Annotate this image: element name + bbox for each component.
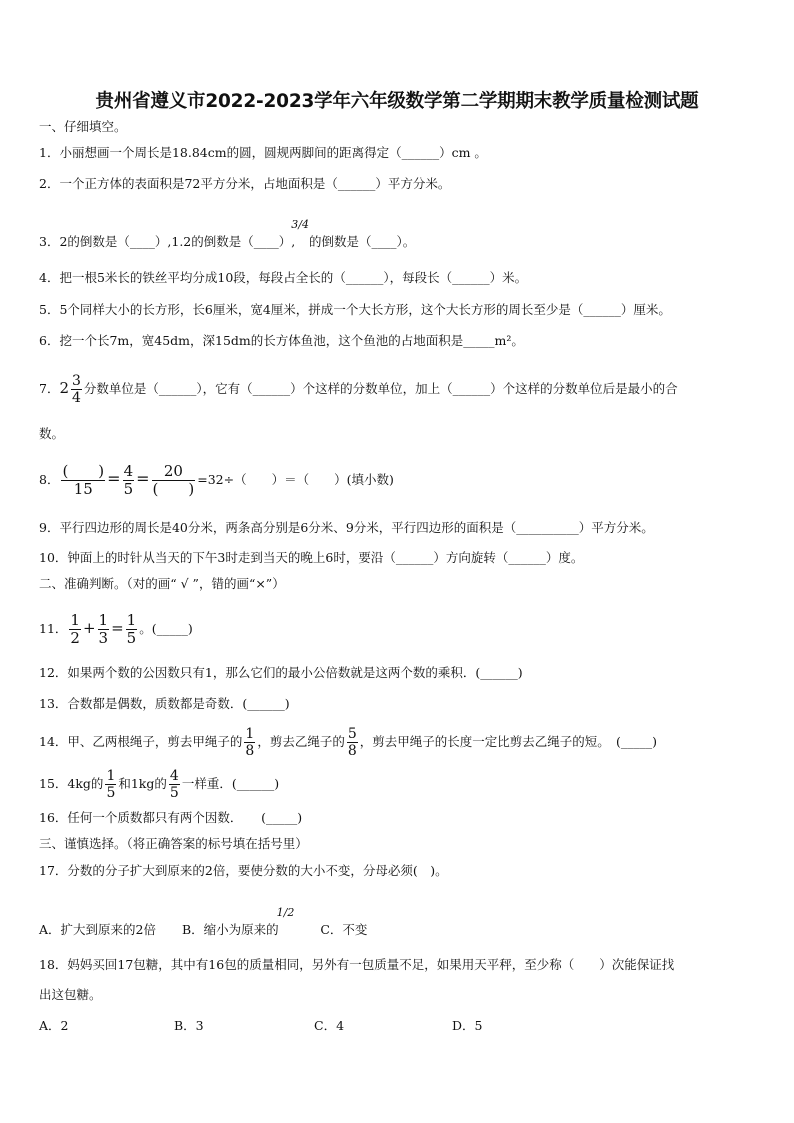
question-5: 5．5个同样大小的长方形，长6厘米，宽4厘米，拼成一个大长方形，这个大长方形的周长至少是（______）厘米。 [39, 302, 671, 317]
page-title: 贵州省遵义市2022-2023学年六年级数学第二学期期末教学质量检测试题 [95, 91, 699, 112]
question-14-text-a: 14．甲、乙两根绳子，剪去甲绳子的 [39, 734, 243, 749]
question-8-fraction-2-denominator: 5 [123, 480, 134, 498]
question-11-fraction-c-denominator: 5 [126, 629, 137, 647]
question-11 [39, 606, 764, 651]
question-11-tail: 。(_____) [139, 621, 193, 636]
question-14-text-b: ，剪去乙绳子的 [257, 734, 345, 749]
question-8-fraction-1-numerator: ( ) [62, 462, 105, 480]
question-15-text-c: 一样重．(______) [181, 776, 280, 791]
question-12: 12．如果两个数的公因数只有1，那么它们的最小公倍数就是这两个数的乘积．(______) [39, 665, 523, 680]
question-8-number: 8． [39, 472, 60, 487]
question-15-text-a: 15．4kg的 [39, 776, 104, 791]
question-17-option-b-text: B．缩小为原来的 [181, 922, 279, 937]
question-17-option-b-fraction: 1/2 [276, 906, 295, 919]
question-15-fraction-1-numerator: 1 [106, 768, 116, 784]
question-18-option-a: A．2 [39, 1018, 69, 1033]
question-14-fraction-2-denominator: 8 [347, 743, 357, 759]
question-17-option-b [181, 906, 295, 941]
question-14-fraction-2-numerator: 5 [347, 726, 357, 742]
question-11-fraction-a-denominator: 2 [70, 629, 80, 647]
question-15-text-b: 和1kg的 [118, 776, 167, 791]
question-17-options [39, 906, 764, 941]
question-11-fraction-b-denominator: 3 [98, 629, 109, 647]
question-14-text-c: ，剪去甲绳子的长度一定比剪去乙绳子的短。 (_____) [359, 734, 658, 749]
question-11-number: 11． [39, 621, 68, 636]
question-11-fraction-a [69, 613, 81, 646]
question-13: 13．合数都是偶数，质数都是奇数．(______) [39, 696, 290, 711]
question-8-equals-2: = [136, 469, 150, 488]
question-3-text-b: 的倒数是（____）。 [308, 234, 416, 249]
question-8-fraction-2 [123, 464, 135, 497]
question-2: 2．一个正方体的表面积是72平方分米，占地面积是（______）平方分米。 [39, 176, 451, 191]
question-7 [39, 370, 764, 407]
question-11-fraction-c [126, 613, 138, 646]
question-8-fraction-1 [61, 464, 105, 497]
question-15-fraction-1-denominator: 5 [106, 785, 116, 801]
question-14-fraction-1-denominator: 8 [245, 743, 255, 759]
question-8-fraction-2-numerator: 4 [123, 462, 134, 480]
question-7-text: 分数单位是（______），它有（______）个这样的分数单位，加上（______）个这样的分数单位后是最小的合 [83, 381, 678, 396]
question-15-fraction-2-denominator: 5 [169, 785, 179, 801]
question-14-fraction-1 [244, 727, 255, 758]
question-11-fraction-b [98, 613, 110, 646]
question-15-fraction-1 [105, 769, 116, 800]
question-9: 9．平行四边形的周长是40分米，两条高分别是6分米、9分米，平行四边形的面积是（__________）平方分米。 [39, 520, 654, 535]
question-3-fraction: 3/4 [291, 218, 309, 231]
question-6: 6．挖一个长7m，宽45dm，深15dm的长方体鱼池，这个鱼池的占地面积是_____m²。 [39, 333, 524, 348]
question-8-fraction-3-denominator: ( ) [152, 480, 195, 498]
question-11-fraction-a-numerator: 1 [70, 611, 80, 629]
question-8 [39, 457, 764, 502]
question-8-fraction-3 [152, 464, 196, 497]
question-15 [39, 764, 764, 804]
question-7-continued: 数。 [39, 426, 65, 441]
question-18: 18．妈妈买回17包糖，其中有16包的质量相同，另外有一包质量不足，如果用天平秤，至少称（ ）次能保证找 [39, 957, 675, 972]
question-1: 1．小丽想画一个周长是18.84cm的圆，圆规两脚间的距离得定（______）cm 。 [39, 145, 487, 160]
section-heading-judge: 二、准确判断。（对的画“ √ ”，错的画“×”） [39, 576, 285, 591]
question-4: 4．把一根5米长的铁丝平均分成10段，每段占全长的（______），每段长（______）米。 [39, 270, 528, 285]
question-11-fraction-c-numerator: 1 [126, 611, 137, 629]
question-15-fraction-2 [169, 769, 180, 800]
section-heading-fill-blank: 一、仔细填空。 [39, 119, 127, 134]
question-18-continued: 出这包糖。 [39, 987, 102, 1002]
question-3-text-a: 3．2的倒数是（____）,1.2的倒数是（____）, [39, 234, 296, 249]
question-7-fraction-denominator: 4 [72, 390, 81, 406]
question-7-fraction-numerator: 3 [72, 373, 81, 389]
question-18-option-c: C．4 [314, 1018, 345, 1033]
question-14 [39, 722, 764, 762]
question-11-equals: = [111, 619, 124, 637]
question-7-whole: 2 [59, 379, 69, 397]
question-11-plus: + [82, 619, 96, 637]
question-8-equals-1: = [107, 469, 121, 488]
question-8-fraction-1-denominator: 15 [73, 480, 93, 498]
question-17-option-c: C．不变 [320, 922, 368, 937]
question-7-fraction [71, 374, 82, 405]
question-14-fraction-2 [347, 727, 358, 758]
question-18-option-d: D．5 [452, 1018, 483, 1033]
question-11-fraction-b-numerator: 1 [98, 611, 109, 629]
question-15-fraction-2-numerator: 4 [169, 768, 179, 784]
question-16: 16．任何一个质数都只有两个因数． (_____) [39, 810, 303, 825]
question-14-fraction-1-numerator: 1 [245, 726, 255, 742]
section-heading-choice: 三、谨慎选择。（将正确答案的标号填在括号里） [39, 836, 308, 851]
question-10: 10．钟面上的时针从当天的下午3时走到当天的晚上6时，要沿（______）方向旋转（______）度。 [39, 550, 584, 565]
question-17-option-a: A．扩大到原来的2倍 [39, 922, 156, 937]
question-17: 17．分数的分子扩大到原来的2倍，要使分数的大小不变，分母必须( )。 [39, 863, 448, 878]
question-18-option-b: B．3 [174, 1018, 204, 1033]
question-8-fraction-3-numerator: 20 [152, 464, 196, 481]
question-3 [39, 218, 764, 253]
question-7-number: 7． [39, 381, 60, 396]
question-8-rest: =32÷（ ）＝（ ）(填小数) [197, 472, 394, 487]
